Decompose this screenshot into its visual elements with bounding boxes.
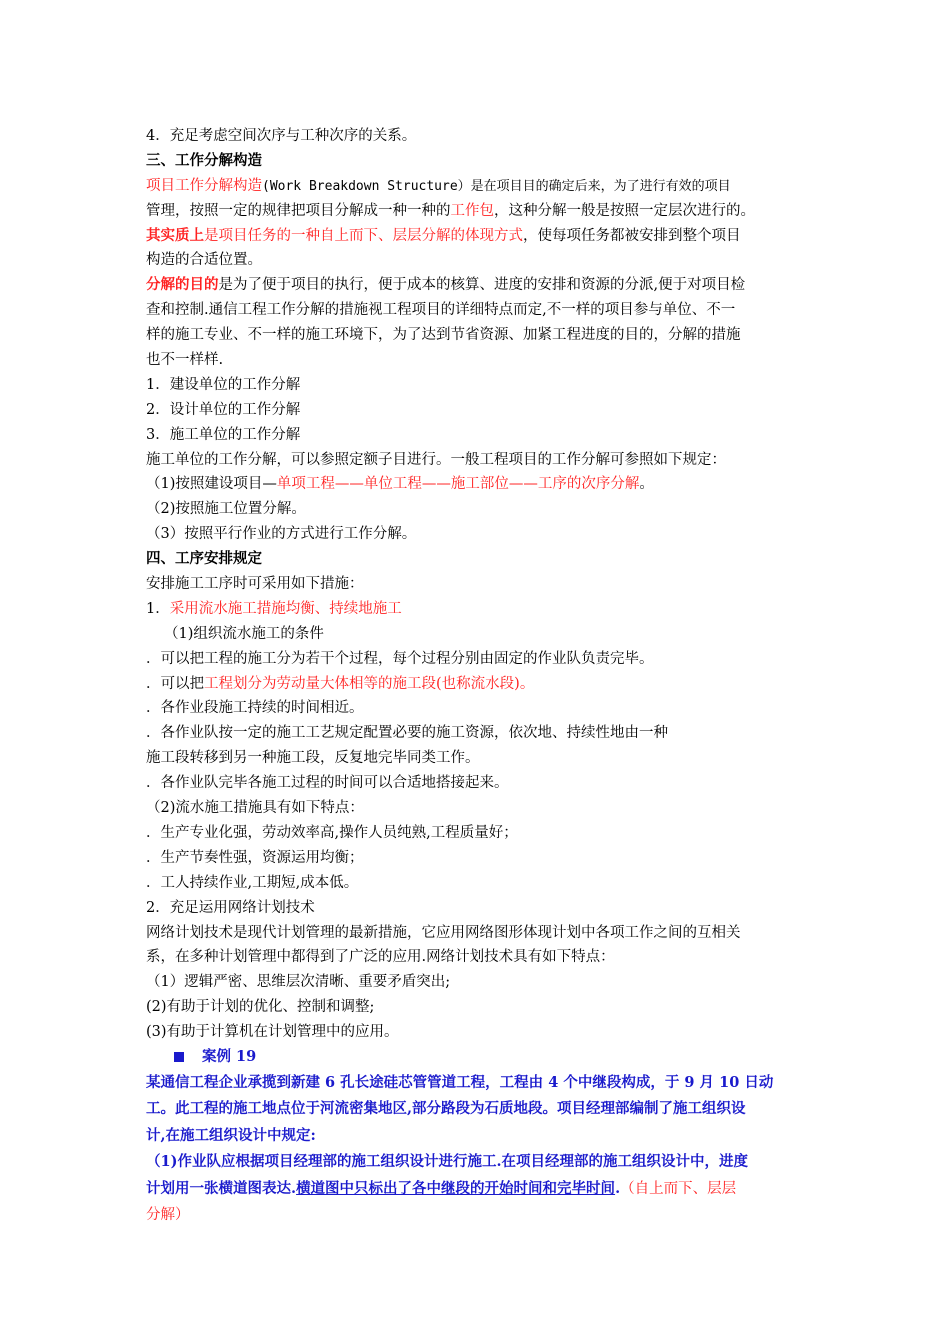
case-title: 案例 19 [202, 1047, 257, 1065]
text-span: 。 [639, 476, 654, 493]
case-heading [146, 1045, 818, 1070]
underlined-text: 横道图中只标出了各中继段的开始时间和完毕时间 [296, 1179, 616, 1197]
list-item: ．各作业队按一定的施工工艺规定配置必要的施工资源，依次地、持续性地由一种 [146, 725, 668, 742]
text-span: 1． [146, 600, 170, 617]
text-span: (Work Breakdown Structure）是在项目目的确定后来，为了进行有效的项目 [262, 178, 731, 194]
square-bullet-icon [174, 1052, 184, 1062]
emphasis-label: 分解的目的 [146, 276, 219, 294]
list-item: （1）逻辑严密、思维层次清晰、重要矛盾突出; [146, 974, 451, 991]
term-wbs: 项目工作分解构造 [146, 177, 262, 194]
case-line: 工。此工程的施工地点位于河流密集地区,部分路段为石质地段。项目经理部编制了施工组织设 [146, 1100, 746, 1118]
list-item: 4．充足考虑空间次序与工种次序的关系。 [146, 128, 417, 144]
text-span: 管理，按照一定的规律把项目分解成一种一种的 [146, 202, 451, 219]
sub-heading: （1)组织流水施工的条件 [164, 625, 324, 642]
annotation-note: （自上而下、层层 [620, 1180, 737, 1197]
paragraph-line: 也不一样样. [146, 352, 224, 369]
list-item: (3)有助于计算机在计划管理中的应用。 [146, 1024, 399, 1041]
list-item: （2)按照施工位置分解。 [146, 501, 306, 518]
paragraph-line: 构造的合适位置。 [146, 252, 262, 269]
list-item: ．生产节奏性强，资源运用均衡； [146, 849, 364, 866]
list-item: 2．充足运用网络计划技术 [146, 899, 315, 916]
text-span: 。 [519, 675, 535, 692]
text-span: ，这种分解一般是按照一定层次进行的。 [494, 202, 755, 219]
section-heading: 三、工作分解构造 [146, 151, 262, 169]
emphasis-label: 其实质上 [146, 226, 204, 244]
paragraph-line [146, 224, 818, 249]
list-item: （3）按照平行作业的方式进行工作分解。 [146, 526, 417, 543]
text-span: （1)按照建设项目— [146, 476, 277, 493]
case-line: （1)作业队应根据项目经理部的施工组织设计进行施工.在项目经理部的施工组织设计中，进度 [146, 1153, 748, 1171]
list-item: ．各作业段施工持续的时间相近。 [146, 700, 364, 717]
highlight-text: 工程划分为劳动量大体相等的施工段(也称流水段) [204, 675, 520, 692]
list-item: 2．设计单位的工作分解 [146, 401, 301, 418]
list-item: ．生产专业化强，劳动效率高,操作人员纯熟,工程质量好； [146, 824, 518, 841]
term-work-package: 工作包 [450, 202, 494, 219]
list-item: ．可以把工程的施工分为若干个过程，每个过程分别由固定的作业队负责完毕。 [146, 650, 654, 667]
text-span: ．可以把 [146, 675, 204, 692]
paragraph-line [146, 273, 818, 298]
highlight-text: 单项工程——单位工程——施工部位——工序的次序分解 [276, 476, 640, 493]
section-heading: 四、工序安排规定 [146, 550, 262, 568]
paragraph-line [146, 174, 818, 199]
paragraph-line: 安排施工工序时可采用如下措施： [146, 576, 364, 593]
paragraph-line: 查和控制.通信工程工作分解的措施视工程项目的详细特点而定,不一样的项目参与单位、不一 [146, 302, 736, 319]
case-line: 计,在施工组织设计中规定: [146, 1126, 316, 1144]
text-span: . [615, 1179, 621, 1197]
paragraph-line [146, 199, 818, 224]
paragraph-line: 网络计划技术是现代计划管理的最新措施，它应用网络图形体现计划中各项工作之间的互相关 [146, 924, 741, 941]
list-item: (2)有助于计划的优化、控制和调整; [146, 999, 375, 1016]
annotation-note: 分解） [146, 1207, 190, 1224]
paragraph-line: 系，在多种计划管理中都得到了广泛的应用.网络计划技术具有如下特点： [146, 949, 615, 966]
paragraph-line: 施工段转移到另一种施工段，反复地完毕同类工作。 [146, 750, 480, 767]
case-line: 某通信工程企业承揽到新建 6 孔长途硅芯管管道工程，工程由 4 个中继段构成，于 9 月 10 日动 [146, 1073, 774, 1091]
list-item: ．各作业队完毕各施工过程的时间可以合适地搭接起来。 [146, 775, 509, 792]
list-item [146, 672, 818, 697]
paragraph-line: 样的施工专业、不一样的施工环境下，为了达到节省资源、加紧工程进度的目的，分解的措施 [146, 327, 741, 344]
text-span: 是为了便于项目的执行，便于成本的核算、进度的安排和资源的分派,便于对项目检 [218, 277, 746, 294]
case-line [146, 1176, 818, 1203]
document-page [146, 124, 818, 1229]
list-item: 1．建设单位的工作分解 [146, 376, 301, 393]
list-item [146, 472, 818, 497]
highlight-text: 采用流水施工措施均衡、持续地施工 [169, 600, 402, 617]
list-item [146, 597, 818, 622]
list-item: ．工人持续作业,工期短,成本低。 [146, 874, 359, 891]
text-span: ，使每项任务都被安排到整个项目 [523, 227, 741, 244]
list-item: 3．施工单位的工作分解 [146, 426, 301, 443]
paragraph-line: 施工单位的工作分解，可以参照定额子目进行。一般工程项目的工作分解可参照如下规定： [146, 451, 726, 468]
text-span: 计划用一张横道图表达. [146, 1179, 297, 1197]
highlight-text: 是项目任务的一种自上而下、层层分解的体现方式 [204, 227, 523, 244]
sub-heading: （2)流水施工措施具有如下特点： [146, 800, 364, 817]
